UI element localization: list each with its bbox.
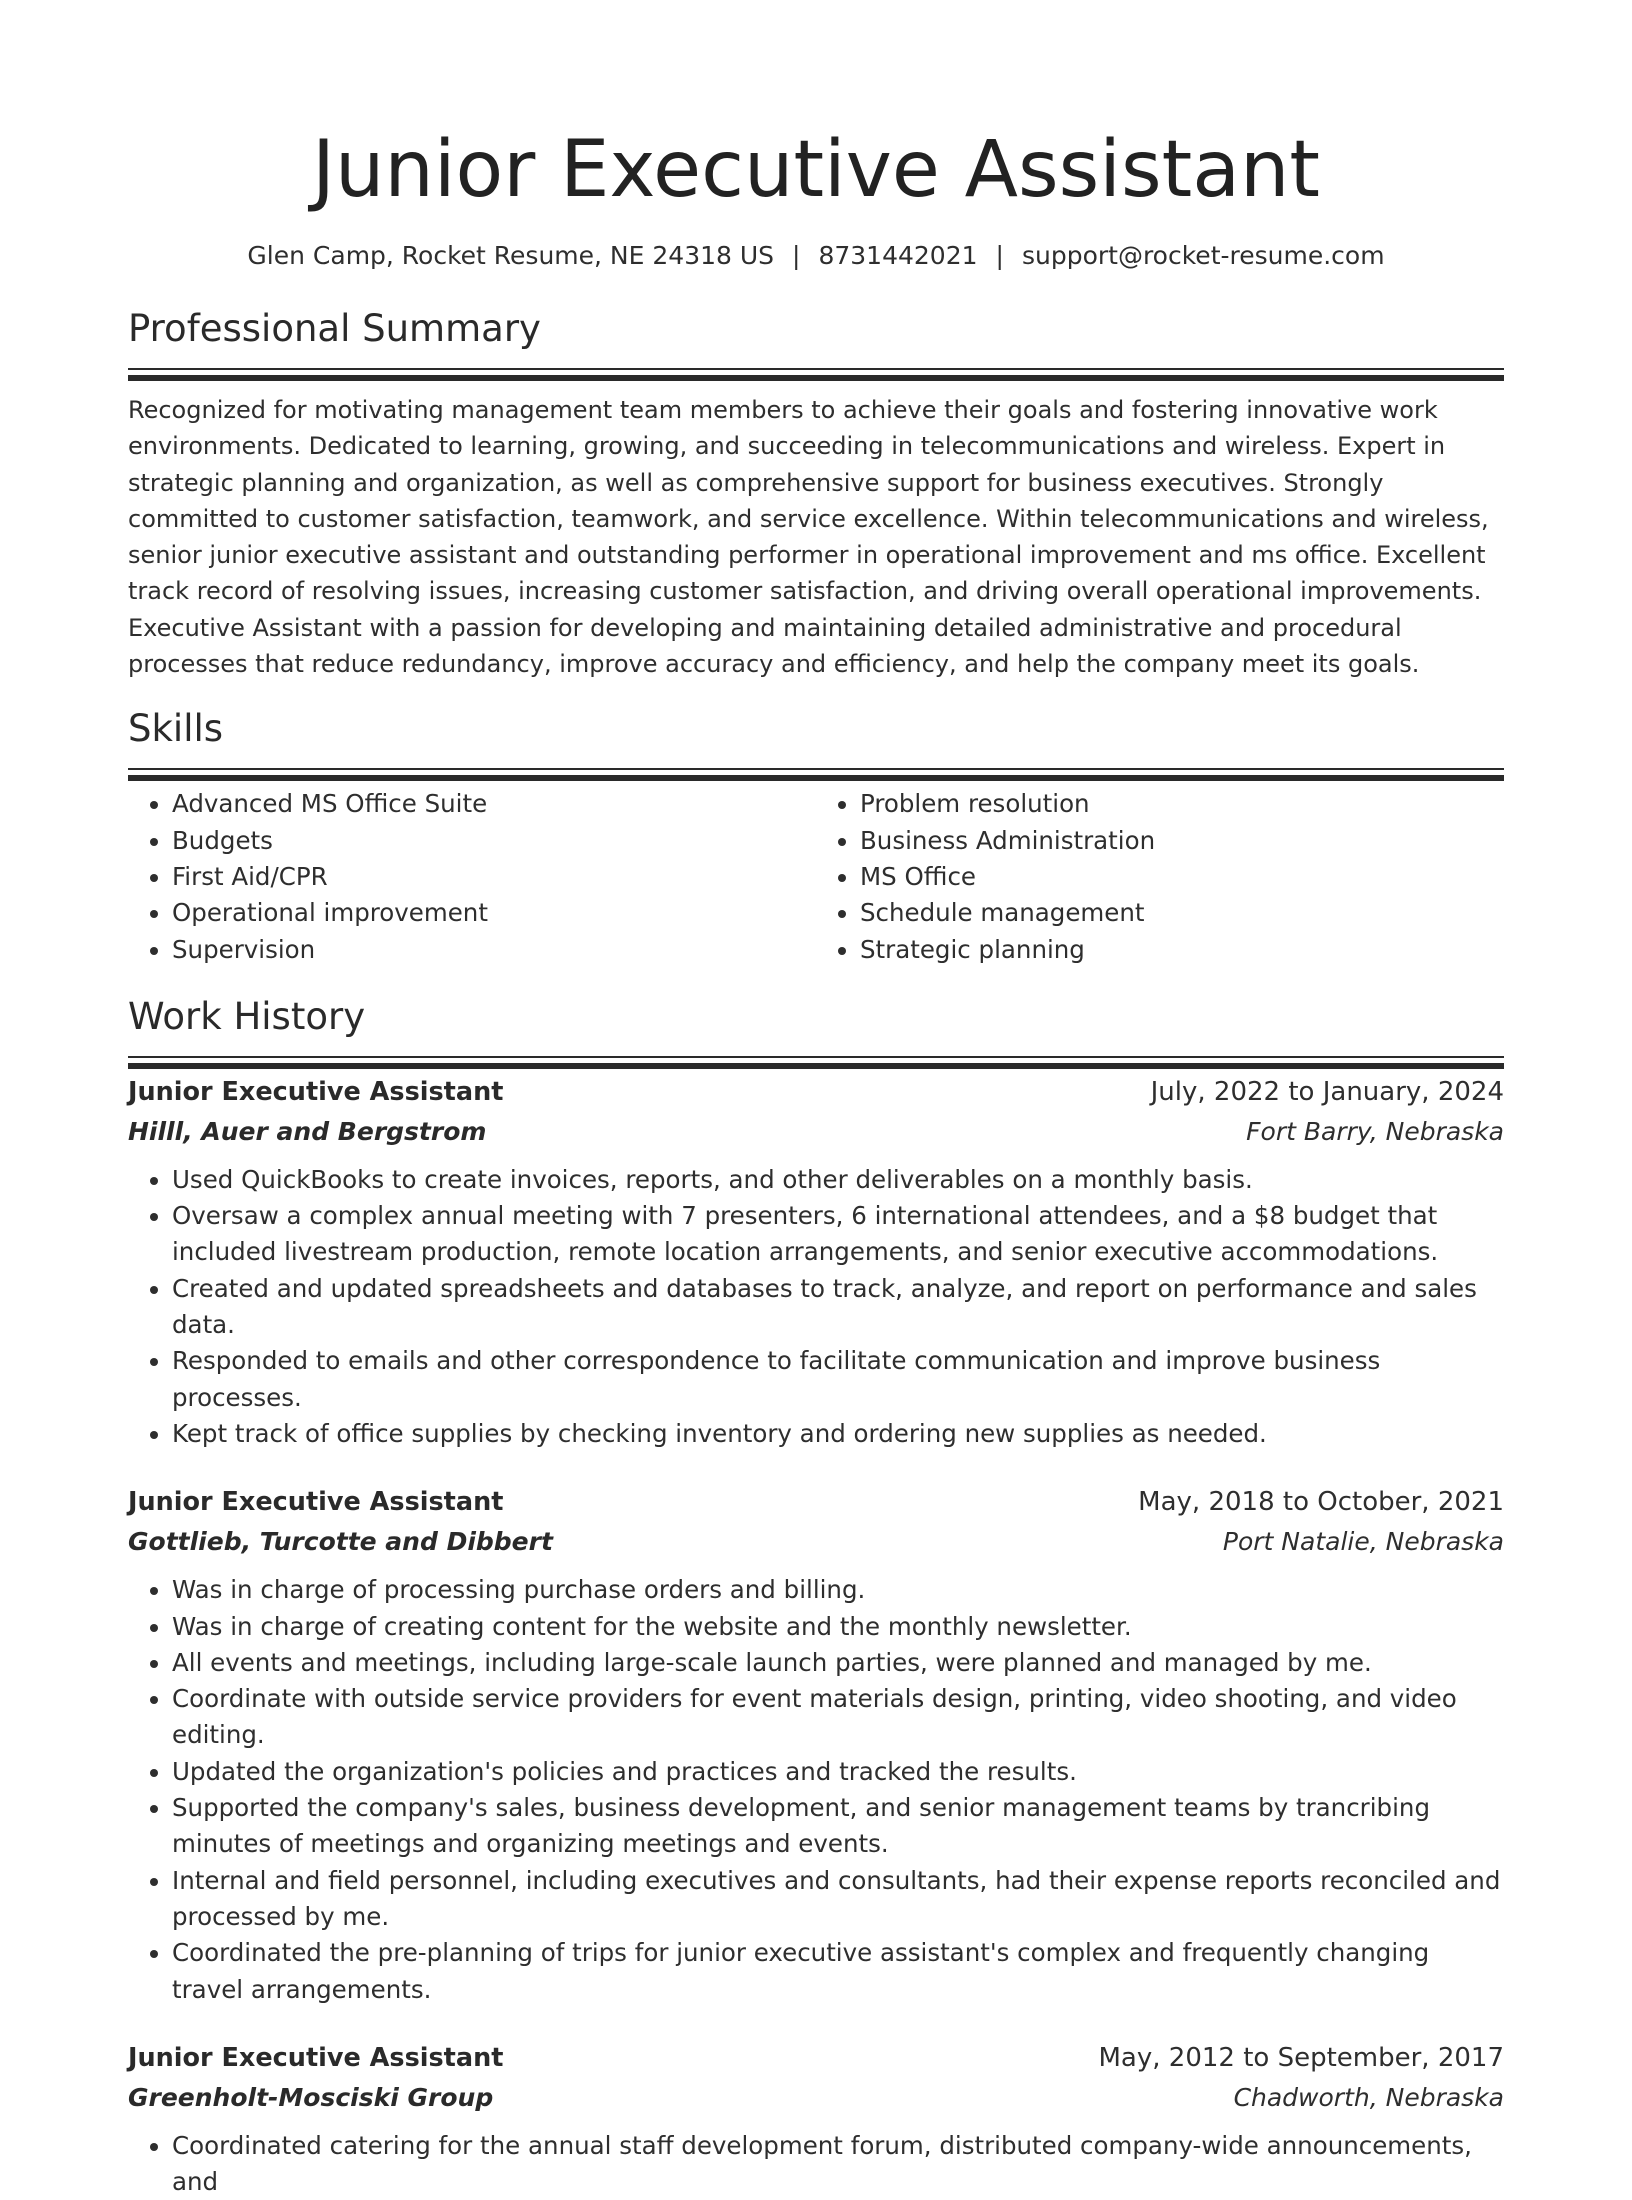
job-dates: May, 2012 to September, 2017 [1098, 2042, 1504, 2073]
job-title: Junior Executive Assistant [128, 2042, 504, 2073]
skill-item: • Advanced MS Office Suite [172, 786, 816, 822]
job-subheader [128, 1522, 1504, 1562]
contact-separator: | [995, 241, 1004, 270]
skill-item: • First Aid/CPR [172, 859, 816, 895]
job-bullets [128, 1572, 1504, 2008]
skill-item: • Budgets [172, 823, 816, 859]
job-bullet: • Internal and field personnel, including executives and consultants, had their expense reports reconciled and processed by me. [172, 1863, 1504, 1936]
summary-heading: Professional Summary [128, 307, 541, 350]
skill-item: • MS Office [860, 859, 1504, 895]
summary-text: Recognized for motivating management team members to achieve their goals and fostering innovative work environments. Dedicated to learning, growing, and succeeding in telecommunications and wireless. Expert in strategic planning and organization, as well as comprehensive support for business executives. Strongly committed to customer satisfaction, teamwork, and service excellence. Within telecommunications and wireless, senior junior executive assistant and outstanding performer in operational improvement and ms office. Excellent track record of resolving issues, increasing customer satisfaction, and driving overall operational improvements. Executive Assistant with a passion for developing and maintaining detailed administrative and procedural processes that reduce redundancy, improve accuracy and efficiency, and help the company meet its goals. [128, 396, 1489, 679]
job-dates: May, 2018 to October, 2021 [1138, 1487, 1504, 1518]
section-divider [128, 768, 1504, 770]
job-bullet: • Was in charge of processing purchase orders and billing. [172, 1572, 1504, 1608]
job-header [128, 1482, 1504, 1522]
job-header [128, 2038, 1504, 2078]
contact-line [128, 238, 1504, 274]
job-bullets [128, 2128, 1504, 2200]
work-history-heading: Work History [128, 994, 366, 1038]
job-subheader [128, 1112, 1504, 1152]
resume-page [128, 0, 1504, 2200]
job-bullet: • Created and updated spreadsheets and databases to track, analyze, and report on performance and sales data. [172, 1271, 1504, 1344]
job-company: Hilll, Auer and Bergstrom [128, 1116, 487, 1146]
skill-item: • Problem resolution [860, 786, 1504, 822]
job-company: Gottlieb, Turcotte and Dibbert [128, 1527, 553, 1557]
skill-item: • Operational improvement [172, 895, 816, 931]
job-entry [128, 1482, 1504, 2008]
job-bullet: • Supported the company's sales, business development, and senior management teams by trancribing minutes of meetings and organizing meetings and events. [172, 1790, 1504, 1863]
job-bullet: • Coordinate with outside service providers for event materials design, printing, video shooting, and video editing. [172, 1681, 1504, 1754]
work-history-section [128, 992, 1504, 2200]
job-title: Junior Executive Assistant [128, 1076, 504, 1107]
job-bullet: • Was in charge of creating content for the website and the monthly newsletter. [172, 1609, 1504, 1645]
job-bullet: • Kept track of office supplies by checking inventory and ordering new supplies as needed. [172, 1416, 1504, 1452]
section-divider [128, 1056, 1504, 1058]
job-bullet: • Coordinated catering for the annual staff development forum, distributed company-wide announcements, and [172, 2128, 1504, 2200]
summary-section [128, 304, 1504, 682]
job-bullet: • All events and meetings, including large-scale launch parties, were planned and managed by me. [172, 1645, 1504, 1681]
job-entry [128, 1072, 1504, 1452]
job-bullet: • Responded to emails and other correspondence to facilitate communication and improve business processes. [172, 1343, 1504, 1416]
job-header [128, 1072, 1504, 1112]
skills-heading: Skills [128, 707, 224, 751]
job-bullet: • Oversaw a complex annual meeting with 7 presenters, 6 international attendees, and a $8 budget that included livestream production, remote location arrangements, and senior executive accommodations. [172, 1198, 1504, 1271]
section-divider [128, 368, 1504, 370]
job-location: Port Natalie, Nebraska [1222, 1527, 1504, 1557]
job-bullet: • Updated the organization's policies and practices and tracked the results. [172, 1754, 1504, 1790]
job-company: Greenholt-Mosciski Group [128, 2082, 494, 2112]
contact-phone: 8731442021 [818, 241, 978, 270]
job-title: Junior Executive Assistant [128, 1487, 504, 1518]
skill-item: • Supervision [172, 932, 816, 968]
contact-address: Glen Camp, Rocket Resume, NE 24318 US [247, 241, 775, 270]
skill-item: • Strategic planning [860, 932, 1504, 968]
job-dates: July, 2022 to January, 2024 [1150, 1076, 1504, 1107]
skills-column-left [128, 786, 816, 967]
job-bullet: • Coordinated the pre-planning of trips for junior executive assistant's complex and frequently changing travel arrangements. [172, 1935, 1504, 2008]
resume-title: Junior Executive Assistant [311, 125, 1321, 215]
skills-list [128, 786, 1504, 967]
job-entry [128, 2038, 1504, 2200]
contact-separator: | [792, 241, 801, 270]
skills-column-right [816, 786, 1504, 967]
job-location: Chadworth, Nebraska [1233, 2082, 1504, 2112]
skills-section [128, 704, 1504, 967]
job-bullets [128, 1162, 1504, 1452]
contact-email[interactable]: support@rocket-resume.com [1021, 241, 1385, 270]
skill-item: • Business Administration [860, 823, 1504, 859]
job-bullet: • Used QuickBooks to create invoices, reports, and other deliverables on a monthly basis. [172, 1162, 1504, 1198]
job-location: Fort Barry, Nebraska [1246, 1116, 1504, 1146]
skill-item: • Schedule management [860, 895, 1504, 931]
